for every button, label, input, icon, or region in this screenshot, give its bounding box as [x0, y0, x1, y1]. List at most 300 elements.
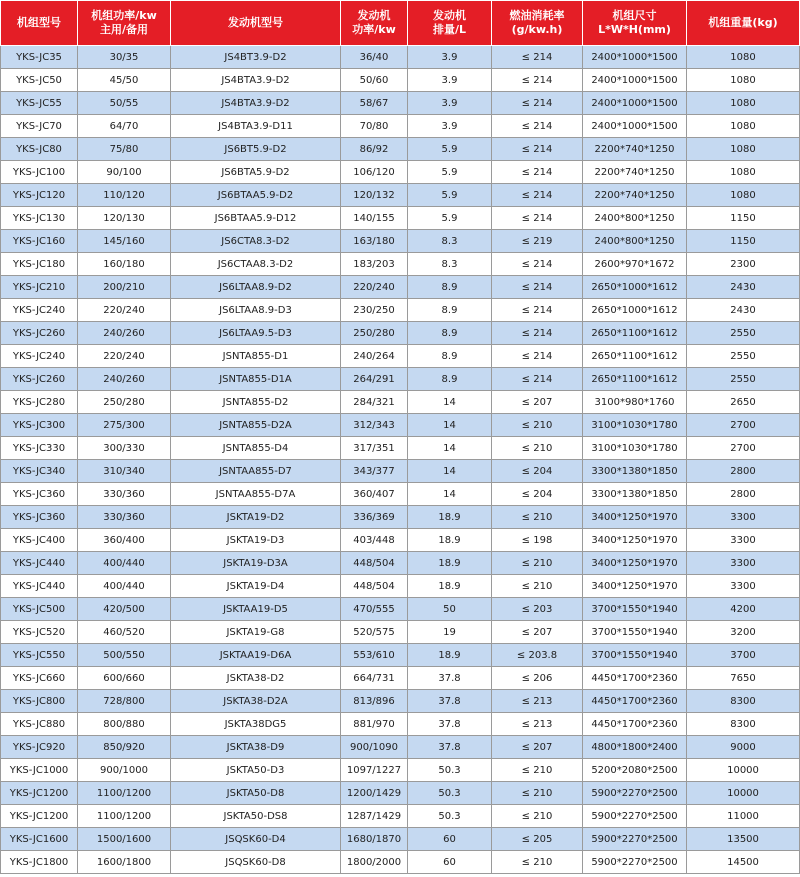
- cell-engine-power: 58/67: [341, 92, 408, 115]
- table-row: [1, 138, 800, 161]
- cell-engine-model: JSKTA19-D3: [171, 529, 341, 552]
- cell-displacement: 14: [408, 483, 492, 506]
- cell-engine-model: JSKTA50-D8: [171, 782, 341, 805]
- cell-displacement: 18.9: [408, 506, 492, 529]
- cell-model: YKS-JC440: [1, 575, 78, 598]
- table-header-row: [1, 1, 800, 46]
- cell-displacement: 14: [408, 414, 492, 437]
- cell-engine-power: 1200/1429: [341, 782, 408, 805]
- cell-engine-model: JSKTAA19-D6A: [171, 644, 341, 667]
- cell-dimensions: 2400*1000*1500: [583, 69, 687, 92]
- table-row: [1, 667, 800, 690]
- cell-dimensions: 2650*1100*1612: [583, 368, 687, 391]
- cell-weight: 2300: [687, 253, 800, 276]
- cell-weight: 2550: [687, 322, 800, 345]
- cell-displacement: 8.9: [408, 368, 492, 391]
- cell-model: YKS-JC800: [1, 690, 78, 713]
- cell-engine-model: JS6BTAA5.9-D2: [171, 184, 341, 207]
- cell-dimensions: 2200*740*1250: [583, 161, 687, 184]
- cell-weight: 3300: [687, 506, 800, 529]
- cell-fuel-consumption: ≤ 207: [492, 621, 583, 644]
- cell-fuel-consumption: ≤ 207: [492, 736, 583, 759]
- table-row: [1, 736, 800, 759]
- cell-fuel-consumption: ≤ 214: [492, 46, 583, 69]
- cell-unit-power: 1100/1200: [78, 805, 171, 828]
- cell-engine-model: JS4BTA3.9-D11: [171, 115, 341, 138]
- cell-engine-power: 163/180: [341, 230, 408, 253]
- table-row: [1, 828, 800, 851]
- cell-displacement: 60: [408, 851, 492, 874]
- cell-displacement: 50: [408, 598, 492, 621]
- cell-model: YKS-JC70: [1, 115, 78, 138]
- header-dimensions: 机组尺寸 L*W*H(mm): [583, 1, 687, 46]
- cell-fuel-consumption: ≤ 206: [492, 667, 583, 690]
- cell-model: YKS-JC120: [1, 184, 78, 207]
- table-row: [1, 92, 800, 115]
- cell-model: YKS-JC260: [1, 368, 78, 391]
- cell-model: YKS-JC50: [1, 69, 78, 92]
- cell-engine-power: 336/369: [341, 506, 408, 529]
- cell-model: YKS-JC520: [1, 621, 78, 644]
- cell-weight: 3300: [687, 575, 800, 598]
- cell-engine-power: 553/610: [341, 644, 408, 667]
- cell-engine-power: 1800/2000: [341, 851, 408, 874]
- cell-fuel-consumption: ≤ 204: [492, 483, 583, 506]
- cell-displacement: 50.3: [408, 782, 492, 805]
- cell-engine-model: JSQSK60-D8: [171, 851, 341, 874]
- table-row: [1, 368, 800, 391]
- cell-engine-power: 250/280: [341, 322, 408, 345]
- cell-dimensions: 2400*800*1250: [583, 230, 687, 253]
- cell-engine-model: JSNTA855-D2: [171, 391, 341, 414]
- cell-displacement: 8.9: [408, 276, 492, 299]
- cell-displacement: 8.3: [408, 253, 492, 276]
- cell-fuel-consumption: ≤ 214: [492, 184, 583, 207]
- cell-engine-power: 470/555: [341, 598, 408, 621]
- cell-unit-power: 64/70: [78, 115, 171, 138]
- cell-dimensions: 3400*1250*1970: [583, 506, 687, 529]
- cell-model: YKS-JC500: [1, 598, 78, 621]
- cell-fuel-consumption: ≤ 214: [492, 322, 583, 345]
- cell-unit-power: 1100/1200: [78, 782, 171, 805]
- cell-model: YKS-JC440: [1, 552, 78, 575]
- cell-fuel-consumption: ≤ 214: [492, 345, 583, 368]
- cell-fuel-consumption: ≤ 214: [492, 161, 583, 184]
- cell-unit-power: 145/160: [78, 230, 171, 253]
- cell-weight: 11000: [687, 805, 800, 828]
- cell-model: YKS-JC180: [1, 253, 78, 276]
- table-row: [1, 253, 800, 276]
- cell-model: YKS-JC240: [1, 345, 78, 368]
- cell-engine-power: 284/321: [341, 391, 408, 414]
- cell-unit-power: 728/800: [78, 690, 171, 713]
- cell-fuel-consumption: ≤ 214: [492, 299, 583, 322]
- cell-engine-power: 343/377: [341, 460, 408, 483]
- cell-dimensions: 4450*1700*2360: [583, 713, 687, 736]
- cell-engine-model: JSKTA50-DS8: [171, 805, 341, 828]
- cell-engine-power: 664/731: [341, 667, 408, 690]
- cell-unit-power: 400/440: [78, 552, 171, 575]
- cell-unit-power: 1600/1800: [78, 851, 171, 874]
- cell-unit-power: 500/550: [78, 644, 171, 667]
- cell-dimensions: 2650*1100*1612: [583, 322, 687, 345]
- header-unit-power: 机组功率/kw 主用/备用: [78, 1, 171, 46]
- cell-displacement: 14: [408, 391, 492, 414]
- cell-model: YKS-JC160: [1, 230, 78, 253]
- cell-engine-model: JSKTAA19-D5: [171, 598, 341, 621]
- cell-displacement: 18.9: [408, 552, 492, 575]
- cell-fuel-consumption: ≤ 210: [492, 851, 583, 874]
- cell-unit-power: 360/400: [78, 529, 171, 552]
- cell-engine-power: 240/264: [341, 345, 408, 368]
- cell-displacement: 37.8: [408, 736, 492, 759]
- cell-unit-power: 220/240: [78, 345, 171, 368]
- cell-engine-model: JSNTAA855-D7A: [171, 483, 341, 506]
- cell-engine-model: JSKTA38DG5: [171, 713, 341, 736]
- cell-weight: 3200: [687, 621, 800, 644]
- table-row: [1, 115, 800, 138]
- cell-engine-power: 106/120: [341, 161, 408, 184]
- table-row: [1, 207, 800, 230]
- cell-engine-model: JS6LTAA8.9-D2: [171, 276, 341, 299]
- cell-fuel-consumption: ≤ 210: [492, 506, 583, 529]
- cell-unit-power: 200/210: [78, 276, 171, 299]
- cell-displacement: 37.8: [408, 713, 492, 736]
- cell-displacement: 18.9: [408, 575, 492, 598]
- cell-unit-power: 1500/1600: [78, 828, 171, 851]
- cell-dimensions: 3100*1030*1780: [583, 437, 687, 460]
- cell-fuel-consumption: ≤ 205: [492, 828, 583, 851]
- cell-model: YKS-JC35: [1, 46, 78, 69]
- cell-weight: 3300: [687, 552, 800, 575]
- header-model: 机组型号: [1, 1, 78, 46]
- cell-model: YKS-JC400: [1, 529, 78, 552]
- cell-weight: 13500: [687, 828, 800, 851]
- cell-unit-power: 160/180: [78, 253, 171, 276]
- cell-engine-model: JS4BT3.9-D2: [171, 46, 341, 69]
- cell-weight: 9000: [687, 736, 800, 759]
- cell-model: YKS-JC360: [1, 506, 78, 529]
- cell-weight: 8300: [687, 713, 800, 736]
- cell-dimensions: 5900*2270*2500: [583, 805, 687, 828]
- cell-displacement: 60: [408, 828, 492, 851]
- cell-unit-power: 45/50: [78, 69, 171, 92]
- cell-dimensions: 2400*1000*1500: [583, 46, 687, 69]
- cell-engine-power: 813/896: [341, 690, 408, 713]
- cell-displacement: 18.9: [408, 644, 492, 667]
- cell-dimensions: 2650*1000*1612: [583, 276, 687, 299]
- table-row: [1, 621, 800, 644]
- cell-dimensions: 2650*1000*1612: [583, 299, 687, 322]
- cell-unit-power: 330/360: [78, 506, 171, 529]
- cell-model: YKS-JC55: [1, 92, 78, 115]
- cell-engine-model: JS4BTA3.9-D2: [171, 69, 341, 92]
- cell-weight: 2700: [687, 437, 800, 460]
- cell-dimensions: 3100*1030*1780: [583, 414, 687, 437]
- cell-engine-power: 36/40: [341, 46, 408, 69]
- cell-engine-model: JS6LTAA9.5-D3: [171, 322, 341, 345]
- cell-unit-power: 330/360: [78, 483, 171, 506]
- cell-fuel-consumption: ≤ 210: [492, 575, 583, 598]
- table-row: [1, 483, 800, 506]
- table-row: [1, 506, 800, 529]
- cell-fuel-consumption: ≤ 203.8: [492, 644, 583, 667]
- cell-fuel-consumption: ≤ 214: [492, 92, 583, 115]
- header-weight: 机组重量(kg): [687, 1, 800, 46]
- cell-engine-power: 120/132: [341, 184, 408, 207]
- cell-fuel-consumption: ≤ 203: [492, 598, 583, 621]
- cell-engine-power: 312/343: [341, 414, 408, 437]
- cell-model: YKS-JC660: [1, 667, 78, 690]
- cell-dimensions: 3400*1250*1970: [583, 575, 687, 598]
- cell-fuel-consumption: ≤ 213: [492, 690, 583, 713]
- cell-fuel-consumption: ≤ 210: [492, 437, 583, 460]
- cell-engine-model: JS6CTAA8.3-D2: [171, 253, 341, 276]
- header-engine-power: 发动机 功率/kw: [341, 1, 408, 46]
- cell-model: YKS-JC240: [1, 299, 78, 322]
- cell-unit-power: 50/55: [78, 92, 171, 115]
- table-row: [1, 644, 800, 667]
- cell-model: YKS-JC1200: [1, 805, 78, 828]
- cell-model: YKS-JC330: [1, 437, 78, 460]
- table-row: [1, 851, 800, 874]
- cell-fuel-consumption: ≤ 214: [492, 276, 583, 299]
- cell-model: YKS-JC100: [1, 161, 78, 184]
- cell-engine-model: JSKTA50-D3: [171, 759, 341, 782]
- cell-model: YKS-JC550: [1, 644, 78, 667]
- cell-engine-power: 448/504: [341, 575, 408, 598]
- table-row: [1, 529, 800, 552]
- cell-engine-power: 520/575: [341, 621, 408, 644]
- cell-displacement: 3.9: [408, 69, 492, 92]
- table-row: [1, 345, 800, 368]
- cell-unit-power: 850/920: [78, 736, 171, 759]
- table-row: [1, 805, 800, 828]
- cell-engine-power: 230/250: [341, 299, 408, 322]
- cell-unit-power: 420/500: [78, 598, 171, 621]
- cell-displacement: 3.9: [408, 46, 492, 69]
- cell-weight: 14500: [687, 851, 800, 874]
- cell-weight: 10000: [687, 782, 800, 805]
- cell-unit-power: 300/330: [78, 437, 171, 460]
- cell-dimensions: 2400*1000*1500: [583, 92, 687, 115]
- cell-engine-model: JS6BTAA5.9-D12: [171, 207, 341, 230]
- table-row: [1, 276, 800, 299]
- table-row: [1, 690, 800, 713]
- table-row: [1, 322, 800, 345]
- cell-dimensions: 4450*1700*2360: [583, 667, 687, 690]
- cell-dimensions: 3700*1550*1940: [583, 644, 687, 667]
- cell-weight: 1080: [687, 161, 800, 184]
- cell-fuel-consumption: ≤ 210: [492, 552, 583, 575]
- table-row: [1, 230, 800, 253]
- cell-unit-power: 900/1000: [78, 759, 171, 782]
- cell-unit-power: 75/80: [78, 138, 171, 161]
- cell-fuel-consumption: ≤ 207: [492, 391, 583, 414]
- cell-model: YKS-JC1000: [1, 759, 78, 782]
- cell-unit-power: 600/660: [78, 667, 171, 690]
- cell-engine-model: JS4BTA3.9-D2: [171, 92, 341, 115]
- cell-displacement: 5.9: [408, 184, 492, 207]
- cell-model: YKS-JC340: [1, 460, 78, 483]
- table-row: [1, 161, 800, 184]
- cell-dimensions: 2600*970*1672: [583, 253, 687, 276]
- cell-unit-power: 30/35: [78, 46, 171, 69]
- cell-engine-power: 403/448: [341, 529, 408, 552]
- cell-model: YKS-JC880: [1, 713, 78, 736]
- cell-displacement: 3.9: [408, 115, 492, 138]
- cell-fuel-consumption: ≤ 214: [492, 138, 583, 161]
- header-fuel-consumption: 燃油消耗率 (g/kw.h): [492, 1, 583, 46]
- cell-engine-power: 140/155: [341, 207, 408, 230]
- cell-displacement: 14: [408, 437, 492, 460]
- cell-engine-model: JSQSK60-D4: [171, 828, 341, 851]
- cell-displacement: 5.9: [408, 207, 492, 230]
- cell-weight: 2430: [687, 299, 800, 322]
- cell-weight: 1080: [687, 69, 800, 92]
- cell-displacement: 8.9: [408, 345, 492, 368]
- table-row: [1, 460, 800, 483]
- cell-model: YKS-JC280: [1, 391, 78, 414]
- table-row: [1, 184, 800, 207]
- cell-weight: 3700: [687, 644, 800, 667]
- cell-engine-model: JSKTA38-D2: [171, 667, 341, 690]
- table-row: [1, 713, 800, 736]
- cell-dimensions: 5200*2080*2500: [583, 759, 687, 782]
- cell-dimensions: 3700*1550*1940: [583, 621, 687, 644]
- cell-engine-power: 317/351: [341, 437, 408, 460]
- cell-displacement: 3.9: [408, 92, 492, 115]
- table-row: [1, 437, 800, 460]
- table-row: [1, 552, 800, 575]
- cell-displacement: 8.9: [408, 299, 492, 322]
- cell-unit-power: 250/280: [78, 391, 171, 414]
- cell-engine-model: JSNTAA855-D7: [171, 460, 341, 483]
- cell-model: YKS-JC260: [1, 322, 78, 345]
- cell-engine-model: JSKTA19-D2: [171, 506, 341, 529]
- cell-unit-power: 460/520: [78, 621, 171, 644]
- cell-displacement: 19: [408, 621, 492, 644]
- cell-engine-model: JSKTA19-G8: [171, 621, 341, 644]
- cell-unit-power: 220/240: [78, 299, 171, 322]
- table-row: [1, 759, 800, 782]
- cell-unit-power: 800/880: [78, 713, 171, 736]
- cell-weight: 2700: [687, 414, 800, 437]
- cell-engine-power: 183/203: [341, 253, 408, 276]
- cell-weight: 1080: [687, 92, 800, 115]
- cell-engine-power: 1680/1870: [341, 828, 408, 851]
- cell-unit-power: 240/260: [78, 368, 171, 391]
- cell-dimensions: 5900*2270*2500: [583, 828, 687, 851]
- cell-displacement: 5.9: [408, 161, 492, 184]
- cell-dimensions: 2200*740*1250: [583, 184, 687, 207]
- cell-unit-power: 310/340: [78, 460, 171, 483]
- cell-engine-power: 1287/1429: [341, 805, 408, 828]
- cell-weight: 3300: [687, 529, 800, 552]
- cell-weight: 4200: [687, 598, 800, 621]
- cell-dimensions: 3700*1550*1940: [583, 598, 687, 621]
- cell-engine-model: JSKTA19-D4: [171, 575, 341, 598]
- cell-dimensions: 3400*1250*1970: [583, 529, 687, 552]
- cell-weight: 2550: [687, 345, 800, 368]
- cell-engine-model: JSNTA855-D1A: [171, 368, 341, 391]
- cell-engine-model: JSKTA19-D3A: [171, 552, 341, 575]
- cell-dimensions: 4800*1800*2400: [583, 736, 687, 759]
- cell-engine-power: 881/970: [341, 713, 408, 736]
- cell-dimensions: 3300*1380*1850: [583, 483, 687, 506]
- cell-fuel-consumption: ≤ 210: [492, 782, 583, 805]
- cell-engine-power: 264/291: [341, 368, 408, 391]
- cell-model: YKS-JC300: [1, 414, 78, 437]
- cell-unit-power: 400/440: [78, 575, 171, 598]
- cell-weight: 1080: [687, 138, 800, 161]
- cell-engine-power: 70/80: [341, 115, 408, 138]
- cell-engine-model: JS6BT5.9-D2: [171, 138, 341, 161]
- cell-dimensions: 3300*1380*1850: [583, 460, 687, 483]
- cell-model: YKS-JC1200: [1, 782, 78, 805]
- cell-fuel-consumption: ≤ 213: [492, 713, 583, 736]
- header-displacement: 发动机 排量/L: [408, 1, 492, 46]
- cell-dimensions: 4450*1700*2360: [583, 690, 687, 713]
- cell-weight: 1150: [687, 207, 800, 230]
- cell-dimensions: 3400*1250*1970: [583, 552, 687, 575]
- cell-engine-model: JSKTA38-D9: [171, 736, 341, 759]
- cell-engine-model: JS6CTA8.3-D2: [171, 230, 341, 253]
- cell-displacement: 50.3: [408, 759, 492, 782]
- cell-fuel-consumption: ≤ 198: [492, 529, 583, 552]
- table-row: [1, 299, 800, 322]
- cell-displacement: 8.9: [408, 322, 492, 345]
- table-row: [1, 391, 800, 414]
- table-row: [1, 598, 800, 621]
- cell-engine-model: JS6LTAA8.9-D3: [171, 299, 341, 322]
- cell-weight: 7650: [687, 667, 800, 690]
- cell-model: YKS-JC130: [1, 207, 78, 230]
- cell-engine-model: JS6BTA5.9-D2: [171, 161, 341, 184]
- cell-fuel-consumption: ≤ 219: [492, 230, 583, 253]
- cell-engine-power: 220/240: [341, 276, 408, 299]
- cell-engine-model: JSNTA855-D4: [171, 437, 341, 460]
- cell-fuel-consumption: ≤ 210: [492, 805, 583, 828]
- table-row: [1, 69, 800, 92]
- cell-dimensions: 2400*800*1250: [583, 207, 687, 230]
- cell-weight: 10000: [687, 759, 800, 782]
- cell-model: YKS-JC1600: [1, 828, 78, 851]
- cell-displacement: 18.9: [408, 529, 492, 552]
- table-row: [1, 575, 800, 598]
- cell-weight: 1080: [687, 46, 800, 69]
- cell-fuel-consumption: ≤ 204: [492, 460, 583, 483]
- cell-weight: 2800: [687, 460, 800, 483]
- cell-model: YKS-JC210: [1, 276, 78, 299]
- cell-weight: 2550: [687, 368, 800, 391]
- cell-unit-power: 110/120: [78, 184, 171, 207]
- cell-dimensions: 2400*1000*1500: [583, 115, 687, 138]
- table-row: [1, 414, 800, 437]
- cell-weight: 2430: [687, 276, 800, 299]
- cell-engine-model: JSNTA855-D2A: [171, 414, 341, 437]
- cell-weight: 1080: [687, 115, 800, 138]
- cell-model: YKS-JC1800: [1, 851, 78, 874]
- cell-unit-power: 90/100: [78, 161, 171, 184]
- cell-engine-model: JSNTA855-D1: [171, 345, 341, 368]
- cell-engine-power: 900/1090: [341, 736, 408, 759]
- cell-fuel-consumption: ≤ 214: [492, 207, 583, 230]
- cell-unit-power: 240/260: [78, 322, 171, 345]
- header-engine-model: 发动机型号: [171, 1, 341, 46]
- cell-dimensions: 3100*980*1760: [583, 391, 687, 414]
- cell-fuel-consumption: ≤ 214: [492, 253, 583, 276]
